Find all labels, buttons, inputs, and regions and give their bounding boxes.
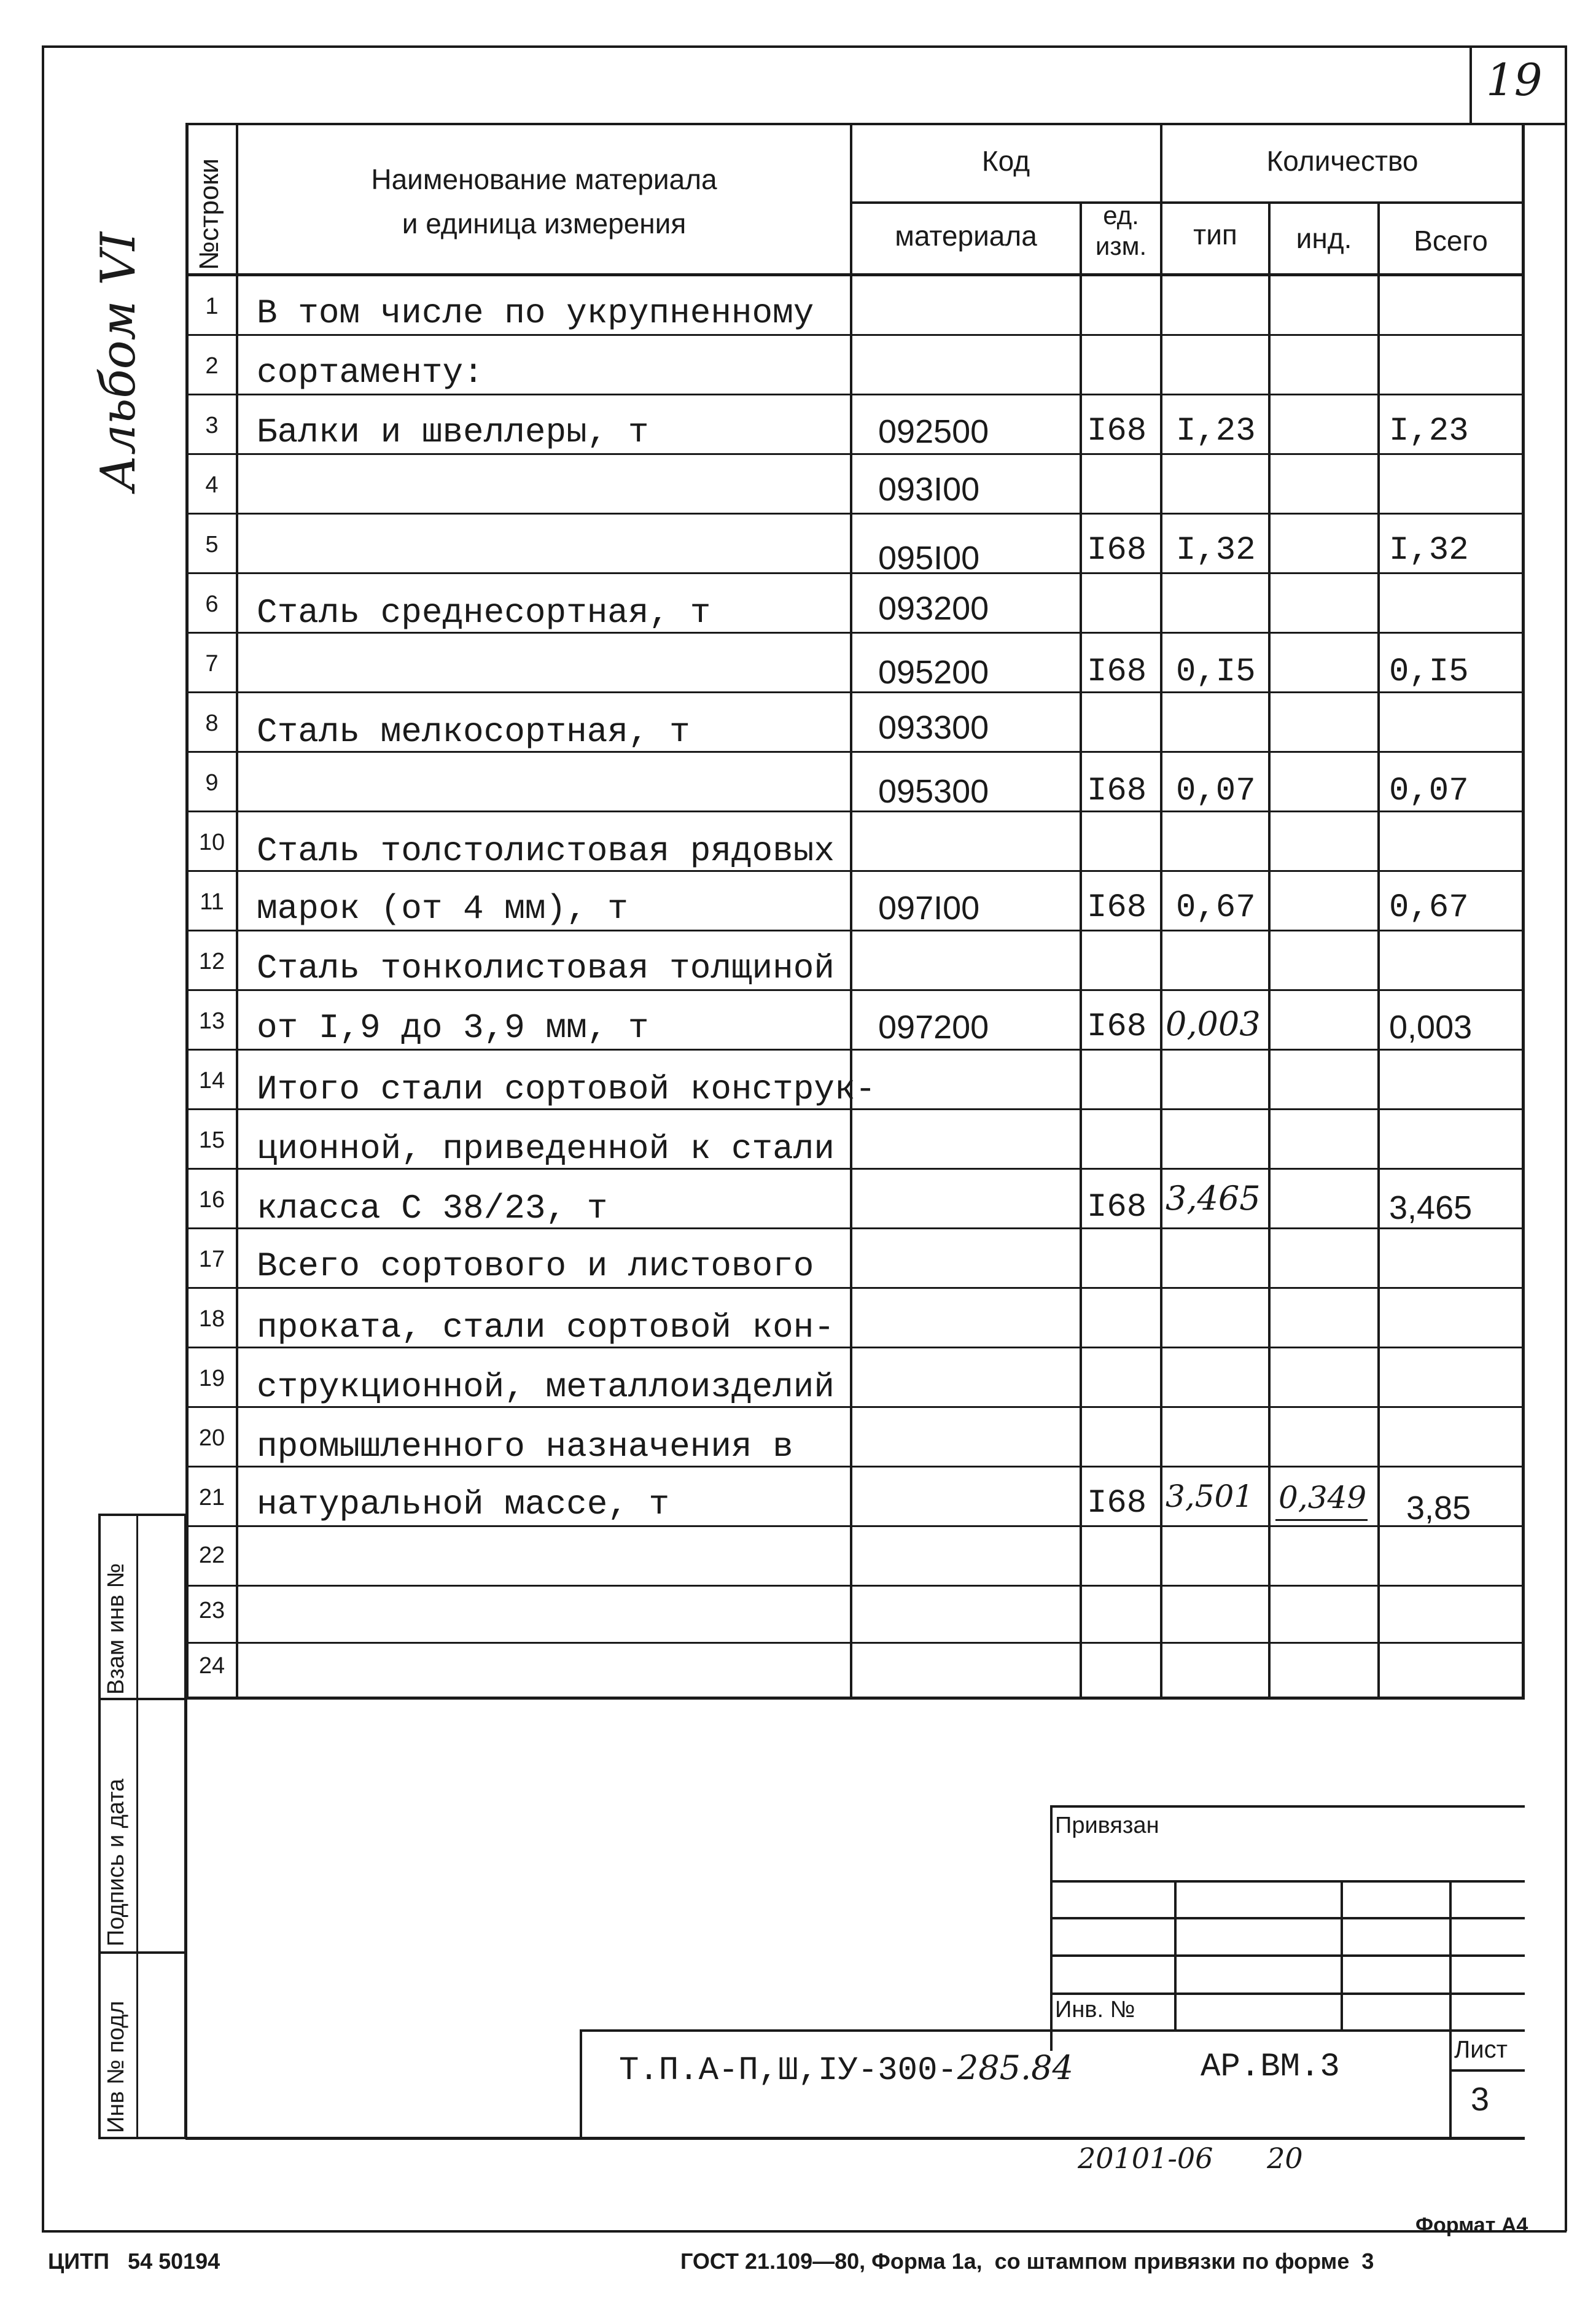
footer-left: ЦИТП 54 50194 — [48, 2249, 220, 2274]
header-row-number: №строки — [194, 158, 224, 270]
qty-total: 0,07 — [1389, 772, 1469, 810]
row-number: 11 — [200, 889, 224, 915]
stamp-inv-no: Инв. № — [1055, 1997, 1135, 2023]
material-code: 095300 — [878, 773, 989, 810]
row-number: 3 — [205, 413, 219, 438]
row-number: 18 — [198, 1306, 225, 1332]
header-unit-line2: изм. — [1095, 231, 1147, 260]
row-description: Балки и швеллеры, т — [257, 413, 649, 452]
row-description: от I,9 до 3,9 мм, т — [257, 1008, 649, 1048]
footer-right: ГОСТ 21.109—80, Форма 1а, со штампом привязки по форме 3 — [680, 2249, 1374, 2274]
qty-tip: I,32 — [1176, 532, 1256, 569]
unit-code: I68 — [1087, 413, 1147, 450]
row-description: ционной, приведенной к стали — [257, 1129, 835, 1168]
row-description: струкционной, металлоизделий — [257, 1367, 835, 1407]
stamp-privyazan: Привязан — [1055, 1813, 1159, 1838]
row-number: 4 — [205, 472, 219, 498]
row-description: класса С 38/23, т — [257, 1189, 608, 1228]
qty-total: 0,I5 — [1389, 653, 1469, 691]
row-number: 15 — [198, 1127, 225, 1153]
qty-tip: 0,67 — [1176, 889, 1256, 927]
qty-ind: 0,349 — [1279, 1480, 1367, 1515]
row-number: 17 — [198, 1246, 225, 1272]
header-ind: инд. — [1296, 222, 1352, 254]
row-number: 16 — [198, 1187, 225, 1213]
qty-tip: I,23 — [1176, 413, 1256, 450]
row-number: 1 — [205, 294, 219, 319]
row-number: 20 — [198, 1425, 225, 1451]
row-description: сортаменту: — [257, 353, 484, 392]
row-number: 21 — [198, 1485, 225, 1510]
row-number: 19 — [198, 1366, 225, 1391]
row-number: 10 — [198, 830, 225, 855]
qty-tip: 0,003 — [1166, 1005, 1261, 1043]
row-number: 6 — [205, 591, 219, 617]
stamp-code: АР.ВМ.3 — [1201, 2048, 1340, 2086]
qty-total: I,23 — [1389, 413, 1469, 450]
material-code: 097200 — [878, 1009, 989, 1046]
header-quantity: Количество — [1266, 145, 1419, 177]
row-description: проката, стали сортовой кон- — [257, 1308, 835, 1347]
material-code: 095I00 — [878, 540, 980, 577]
unit-code: I68 — [1087, 772, 1147, 810]
qty-tip: 0,07 — [1176, 772, 1256, 810]
qty-total: 0,003 — [1389, 1009, 1473, 1046]
stamp-list-value: 3 — [1471, 2081, 1490, 2118]
row-number: 24 — [198, 1653, 225, 1679]
row-number: 9 — [205, 770, 219, 796]
row-number: 22 — [198, 1542, 225, 1568]
handwritten-note: 20101-06 20 — [1078, 2142, 1303, 2175]
material-code: 097I00 — [878, 890, 980, 927]
footer-format: Формат А4 — [1415, 2214, 1528, 2237]
header-material: материала — [895, 220, 1037, 252]
album-label: Альбом VI — [91, 231, 146, 491]
row-description: Всего сортового и листового — [257, 1246, 814, 1286]
qty-total: 3,465 — [1389, 1189, 1473, 1226]
header-name-line1: Наименование материала — [371, 163, 717, 195]
row-number: 7 — [205, 651, 219, 677]
row-description: марок (от 4 мм), т — [257, 889, 628, 928]
material-code: 092500 — [878, 413, 989, 450]
qty-total: 0,67 — [1389, 889, 1469, 927]
header-code: Код — [981, 145, 1030, 177]
row-description: промышленного назначения в — [257, 1427, 793, 1466]
row-number: 8 — [205, 710, 219, 736]
stamp-designation-typed: Т.П.А-П,Ш,IУ-300- — [619, 2052, 957, 2090]
unit-code: I68 — [1087, 1189, 1147, 1226]
material-code: 095200 — [878, 654, 989, 691]
side-label-podpis: Подпись и дата — [103, 1778, 129, 1946]
row-description: Сталь среднесортная, т — [257, 593, 711, 632]
row-description: Сталь мелкосортная, т — [257, 712, 690, 752]
stamp-designation — [619, 2048, 1073, 2090]
row-number: 12 — [198, 949, 225, 974]
side-label-vzam: Взам инв № — [103, 1563, 129, 1695]
qty-total: 3,85 — [1406, 1490, 1471, 1526]
row-number: 23 — [198, 1598, 225, 1623]
stamp-list-label: Лист — [1454, 2036, 1508, 2063]
qty-total: I,32 — [1389, 532, 1469, 569]
row-number: 13 — [198, 1008, 225, 1034]
stamp-designation-hand: 285.84 — [957, 2048, 1073, 2087]
unit-code: I68 — [1087, 653, 1147, 691]
material-code: 093I00 — [878, 471, 980, 508]
row-number: 2 — [205, 353, 219, 379]
row-number: 5 — [205, 532, 219, 558]
unit-code: I68 — [1087, 889, 1147, 927]
unit-code: I68 — [1087, 532, 1147, 569]
side-label-inv-podl: Инв № подл — [103, 2000, 129, 2133]
row-description: Сталь тонколистовая толщиной — [257, 949, 835, 988]
qty-tip: 0,I5 — [1176, 653, 1256, 691]
qty-tip: 3,465 — [1166, 1179, 1261, 1218]
row-description: Итого стали сортовой конструк- — [257, 1070, 876, 1109]
page-number: 19 — [1486, 54, 1543, 106]
header-tip: тип — [1193, 219, 1237, 251]
unit-code: I68 — [1087, 1485, 1147, 1522]
header-unit-line1: ед. — [1103, 201, 1139, 230]
material-code: 093200 — [878, 590, 989, 627]
header-name-line2: и единица измерения — [402, 208, 687, 239]
row-description: В том числе по укрупненному — [257, 294, 814, 333]
row-description: Сталь толстолистовая рядовых — [257, 831, 835, 871]
row-number: 14 — [198, 1068, 225, 1094]
header-total: Всего — [1414, 225, 1488, 257]
qty-tip: 3,501 — [1166, 1479, 1254, 1514]
row-description: натуральной массе, т — [257, 1485, 670, 1524]
unit-code: I68 — [1087, 1008, 1147, 1046]
material-code: 093300 — [878, 709, 989, 746]
